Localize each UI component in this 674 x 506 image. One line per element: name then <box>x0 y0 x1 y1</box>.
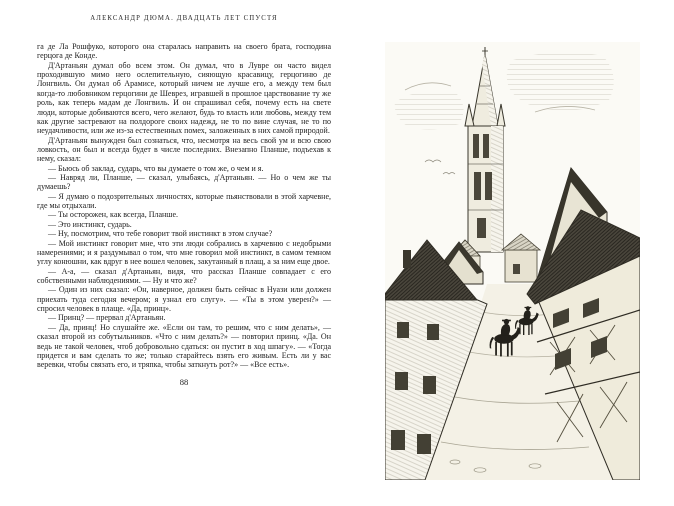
paragraph: — Один из них сказал: «Он, наверное, должен быть сейчас в Нуази или должен приехать туда сегодня вечером; я узнал его слугу». — «Ты в этом уверен?» — спросил человек в плаще. «Да, принц». <box>37 285 331 314</box>
page-number: 88 <box>179 376 189 387</box>
paragraph: — А-а, — сказал д'Артаньян, видя, что рассказ Планше совпадает с его собственными наблюдениями. — Ну и что же? <box>37 266 331 285</box>
paragraph: — Мой инстинкт говорит мне, что эти люди собрались в харчевню с недобрыми намерениями; и я раздумывал о том, что мне говорил мой инстинкт, в самом темном углу конюшни, как вдруг в нее вошел человек, закутанный в плащ, а за ним еще двое. <box>37 238 331 267</box>
paragraph: Д'Артаньян думал обо всем этом. Он думал, что в Лувре он часто видел проходившую мимо него ослепительную, сияющую красавицу, герцогиню де Лонгвиль. Он думал об Арамисе, который ничем не лучше его, а между тем был когда-то любовником герцогини де Шеврез, игравшей в прошлое царствование ту же роль, как теперь мадам де Лонгвиль. И он спрашивал себя, почему есть на свете люди, которые добиваются всего, чего желают, будь то власть или любовь, между тем как другие застревают на полдороге своих надежд, не то по вине случая, не то по неудачливости, или же из-за естественных помех, заложенных в них самой природой. <box>37 60 331 136</box>
paragraph: га де Ла Рошфуко, которого она старалась направить на своего брата, господина герцога де Конде. <box>37 42 331 61</box>
paragraph: — Да, принц! Но слушайте же. «Если он там, то решим, что с ним делать», — сказал второй из собутыльников. «Что с ним делать?» — повторил принц. «Да. Он ведь не такой человек, чтоб добровольно сдаться: он пустит в ход шпагу». — «Тогда придется и вам сделать то же; только старайтесь взять его живым. Есть ли у вас веревки, чтобы связать его, и тряпка, чтобы заткнуть рот?» — «Все есть». <box>37 322 331 370</box>
left-page <box>37 14 331 387</box>
paragraph: Д'Артаньян вынужден был сознаться, что, несмотря на весь свой ум и всю свою ловкость, он был и всегда будет в числе последних. Внезапно Планше, подъехав к нему, сказал: <box>37 135 331 164</box>
paragraph: — Ну, посмотрим, что тебе говорит твой инстинкт в этом случае? <box>48 229 273 239</box>
paragraph: — Принц? — прервал д'Артаньян. <box>48 313 166 323</box>
running-title: АЛЕКСАНДР ДЮМА. ДВАДЦАТЬ ЛЕТ СПУСТЯ <box>90 15 278 22</box>
paragraph: — Бьюсь об заклад, сударь, что вы думаете о том же, о чем и я. <box>48 163 264 173</box>
paragraph: — Я думаю о подозрительных личностях, которые пьянствовали в этой харчевне, где мы отдыхали. <box>37 191 331 211</box>
street-engraving-illustration <box>385 42 640 480</box>
paragraph: — Ты осторожен, как всегда, Планше. <box>48 210 179 220</box>
illustration <box>385 42 640 480</box>
paragraph: — Навряд ли, Планше, — сказал, улыбаясь, д'Артаньян. — Но о чем же ты думаешь? <box>37 173 331 192</box>
paragraph: — Это инстинкт, сударь. <box>48 219 132 229</box>
right-page <box>385 42 640 480</box>
body-text <box>37 42 331 370</box>
